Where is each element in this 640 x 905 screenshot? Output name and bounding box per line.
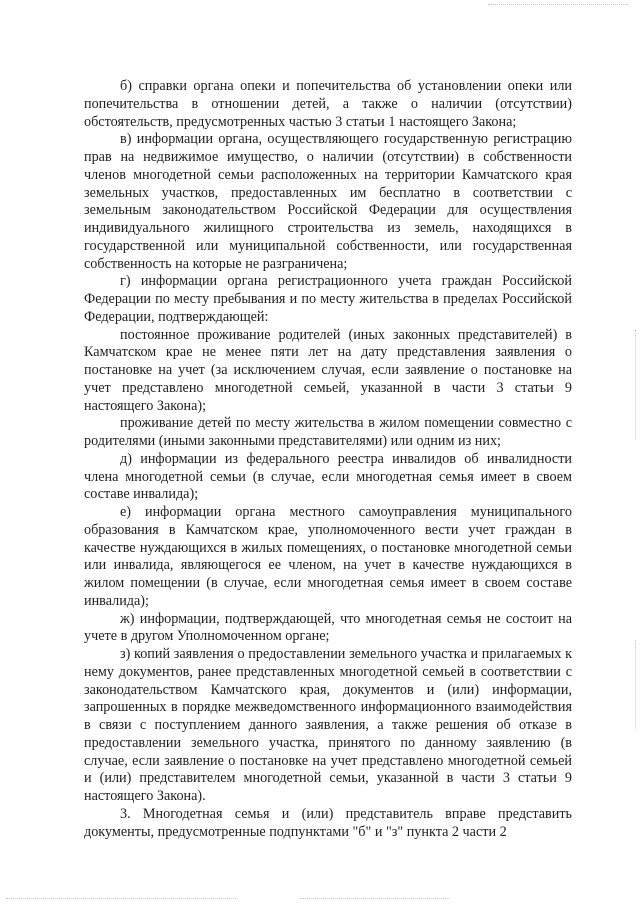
paragraph-item-b: б) справки органа опеки и попечительства об установлении опеки или попечительства в отношении детей, а также о наличии (отсутствии) обстоятельств, предусмотренных частью 3 статьи 1 настоящего Закона; — [84, 78, 572, 130]
paragraph-part-3: 3. Многодетная семья и (или) представитель вправе представить документы, предусмотренные подпунктами "б" и "з" пункта 2 части 2 — [84, 805, 572, 840]
paragraph-item-v: в) информации органа, осуществляющего государственную регистрацию прав на недвижимое имущество, о наличии (отсутствии) в собственности членов многодетной семьи расположенных на территории Камчатского края земельных участков, предоставленных им бесплатно в соответствии с земельным законодательством Российской Федерации для осуществления индивидуального жилищного строительства из земель, находящихся в государственной или муниципальной собственности, или государственная собственность на которые не разграничена; — [84, 131, 572, 272]
scan-margin-mark-bottom — [6, 898, 236, 899]
scan-margin-mark-right — [635, 640, 636, 730]
paragraph-item-z: з) копий заявления о предоставлении земельного участка и прилагаемых к нему документов, ранее представленных многодетной семьей в соответствии с законодательством Камчатского края, документов и (или) информации, запрошенных в порядке межведомственного информационного взаимодействия в связи с поступлением данного заявления, а также решения об отказе в предоставлении земельного участка, принятого по данному заявлению (в случае, если заявление о постановке на учет представлено многодетной семьей и (или) представителем многодетной семьи, указанной в части 3 статьи 9 настоящего Закона). — [84, 646, 572, 804]
scan-margin-mark-top — [488, 4, 628, 5]
paragraph-item-d: д) информации из федерального реестра инвалидов об инвалидности члена многодетной семьи (в случае, если многодетная семья имеет в своем составе инвалида); — [84, 450, 572, 503]
scan-margin-mark-bottom — [300, 898, 450, 899]
paragraph-item-e: е) информации органа местного самоуправления муниципального образования в Камчатском крае, уполномоченного вести учет граждан в качестве нуждающихся в жилых помещениях, о постановке многодетной семьи или инвалида, являющегося ее членом, на учет в качестве нуждающихся в жилом помещении (в случае, если многодетная семья имеет в своем составе инвалида); — [84, 504, 572, 609]
paragraph-permanent-residence: постоянное проживание родителей (иных законных представителей) в Камчатском крае не менее пяти лет на дату представления заявления о постановке на учет (за исключением случая, если заявление о постановке на учет представлено многодетной семьей, указанной в части 3 статьи 9 настоящего Закона); — [84, 326, 572, 414]
document-body — [84, 78, 572, 841]
paragraph-item-zh: ж) информации, подтверждающей, что многодетная семья не состоит на учете в другом Уполномоченном органе; — [84, 610, 572, 645]
paragraph-children-residence: проживание детей по месту жительства в жилом помещении совместно с родителями (иными законными представителями) или одним из них; — [84, 415, 572, 449]
paragraph-item-g: г) информации органа регистрационного учета граждан Российской Федерации по месту пребывания и по месту жительства в пределах Российской Федерации, подтверждающей: — [84, 273, 572, 325]
scan-margin-mark-right — [635, 330, 636, 440]
